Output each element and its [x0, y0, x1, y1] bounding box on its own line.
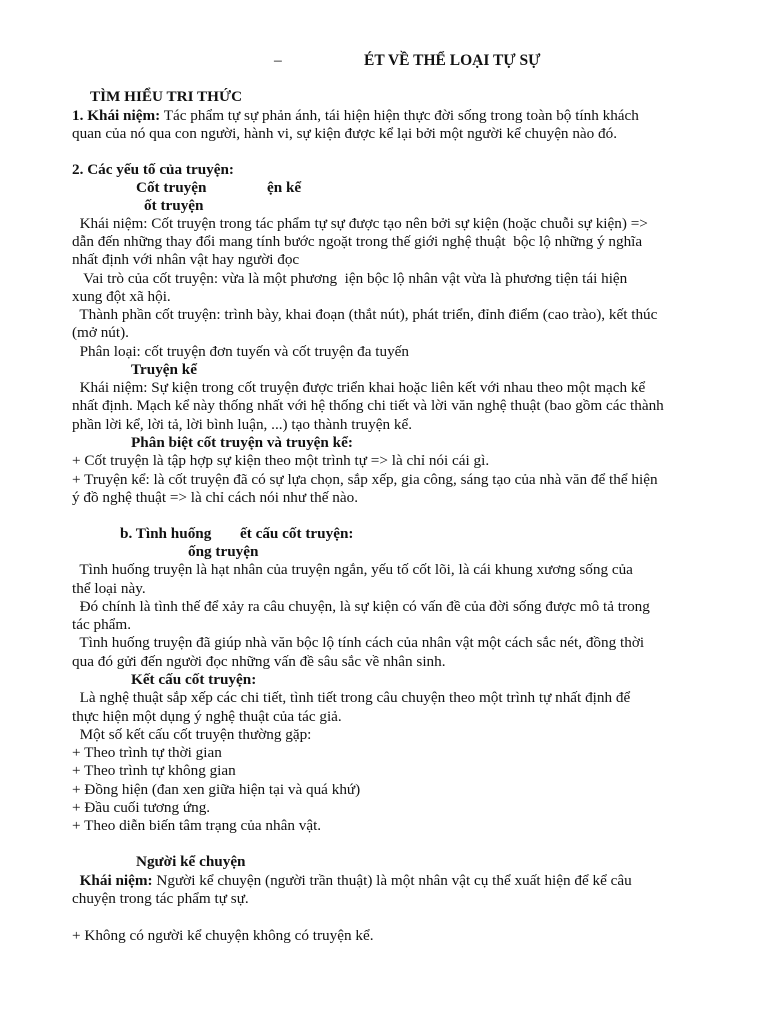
list-item: + Đầu cuối tương ứng. — [72, 799, 211, 816]
paragraph-text: Người kể chuyện (người trần thuật) là một nhân vật cụ thể xuất hiện để kể câu — [152, 872, 632, 889]
paragraph-line: xung đột xã hội. — [72, 288, 171, 305]
paragraph-line: Tình huống truyện là hạt nhân của truyện ngắn, yếu tố cốt lõi, là cái khung xương sống của — [72, 561, 633, 578]
list-item: + Cốt truyện là tập hợp sự kiện theo một trình tự => là chỉ nói cái gì. — [72, 452, 490, 469]
paragraph-line: quan của nó qua con người, hành vi, sự kiện được kể lại bởi một người kể chuyện nào đó. — [72, 125, 618, 142]
paragraph-line — [72, 872, 632, 890]
paragraph-line: Là nghệ thuật sắp xếp các chi tiết, tình tiết trong câu chuyện theo một trình tự nhất định để — [72, 689, 631, 706]
sub-heading: Cốt truyện — [136, 179, 207, 196]
paragraph-line: Khái niệm: Sự kiện trong cốt truyện được triển khai hoặc liên kết với nhau theo một mạch kể — [72, 379, 646, 396]
paragraph-label: 1. Khái niệm: — [72, 107, 161, 124]
section-heading: TÌM HIỂU TRI THỨC — [90, 88, 243, 105]
paragraph-line: chuyện trong tác phẩm tự sự. — [72, 890, 249, 907]
list-item: + Theo diễn biến tâm trạng của nhân vật. — [72, 817, 322, 834]
paragraph-line: dẫn đến những thay đổi mang tính bước ngoặt trong thế giới nghệ thuật bộc lộ những ý nghĩa — [72, 233, 643, 250]
paragraph-line: tác phẩm. — [72, 616, 132, 633]
list-item: + Không có người kể chuyện không có truyện kể. — [72, 927, 374, 944]
list-item: + Truyện kể: là cốt truyện đã có sự lựa chọn, sắp xếp, gia công, sáng tạo của nhà văn để thể hiện — [72, 471, 658, 488]
paragraph-text: Tác phẩm tự sự phản ánh, tái hiện hiện thực đời sống trong toàn bộ tính khách — [160, 107, 639, 124]
sub-heading: ốt truyện — [144, 197, 204, 214]
paragraph-line: Tình huống truyện đã giúp nhà văn bộc lộ tính cách của nhân vật một cách sắc nét, đồng thời — [72, 634, 645, 651]
paragraph-line: thể loại này. — [72, 580, 146, 597]
sub-heading: Người kể chuyện — [136, 853, 246, 870]
subsection-heading: ết cấu cốt truyện: — [240, 525, 354, 542]
list-item: + Theo trình tự thời gian — [72, 744, 222, 761]
list-item: ý đồ nghệ thuật => là chỉ cách nói như thế nào. — [72, 489, 359, 506]
paragraph-line: Thành phần cốt truyện: trình bày, khai đoạn (thắt nút), phát triển, đỉnh điểm (cao trào), kết thúc — [72, 306, 658, 323]
list-item: + Theo trình tự không gian — [72, 762, 236, 779]
paragraph-line — [72, 107, 639, 125]
paragraph-line: thực hiện một dụng ý nghệ thuật của tác giả. — [72, 708, 342, 725]
document-title: ÉT VỀ THỂ LOẠI TỰ SỰ — [364, 52, 541, 69]
paragraph-line: qua đó gửi đến người đọc những vấn đề sâu sắc về nhân sinh. — [72, 653, 446, 670]
sub-heading: ống truyện — [188, 543, 259, 560]
paragraph-line: Vai trò của cốt truyện: vừa là một phương iện bộc lộ nhân vật vừa là phương tiện tái hiện — [72, 270, 628, 287]
paragraph-line: Đó chính là tình thế để xảy ra câu chuyện, là sự kiện có vấn đề của đời sống được mô tả trong — [72, 598, 650, 615]
sub-heading: ện kể — [267, 179, 302, 196]
paragraph-line: nhất định với nhân vật hay người đọc — [72, 251, 300, 268]
paragraph-line: phần lời kể, lời tả, lời bình luận, ...) tạo thành truyện kể. — [72, 416, 413, 433]
sub-heading: Phân biệt cốt truyện và truyện kể: — [131, 434, 353, 451]
paragraph-line: Một số kết cấu cốt truyện thường gặp: — [72, 726, 312, 743]
paragraph-line: Khái niệm: Cốt truyện trong tác phẩm tự sự được tạo nên bởi sự kiện (hoặc chuỗi sự kiện) => — [72, 215, 648, 232]
paragraph-line: Phân loại: cốt truyện đơn tuyến và cốt truyện đa tuyến — [72, 343, 410, 360]
sub-heading: Truyện kể — [131, 361, 197, 378]
paragraph-line: (mở nút). — [72, 324, 129, 341]
paragraph-label: Khái niệm: — [72, 872, 153, 889]
sub-heading: Kết cấu cốt truyện: — [131, 671, 257, 688]
paragraph-line: nhất định. Mạch kể này thống nhất với hệ thống chi tiết và lời văn nghệ thuật (bao gồm các thành — [72, 397, 664, 414]
list-item: + Đồng hiện (đan xen giữa hiện tại và quá khứ) — [72, 781, 361, 798]
subsection-heading: b. Tình huống — [120, 525, 212, 542]
title-dash: – — [274, 52, 282, 69]
subsection-heading: 2. Các yếu tố của truyện: — [72, 161, 234, 178]
